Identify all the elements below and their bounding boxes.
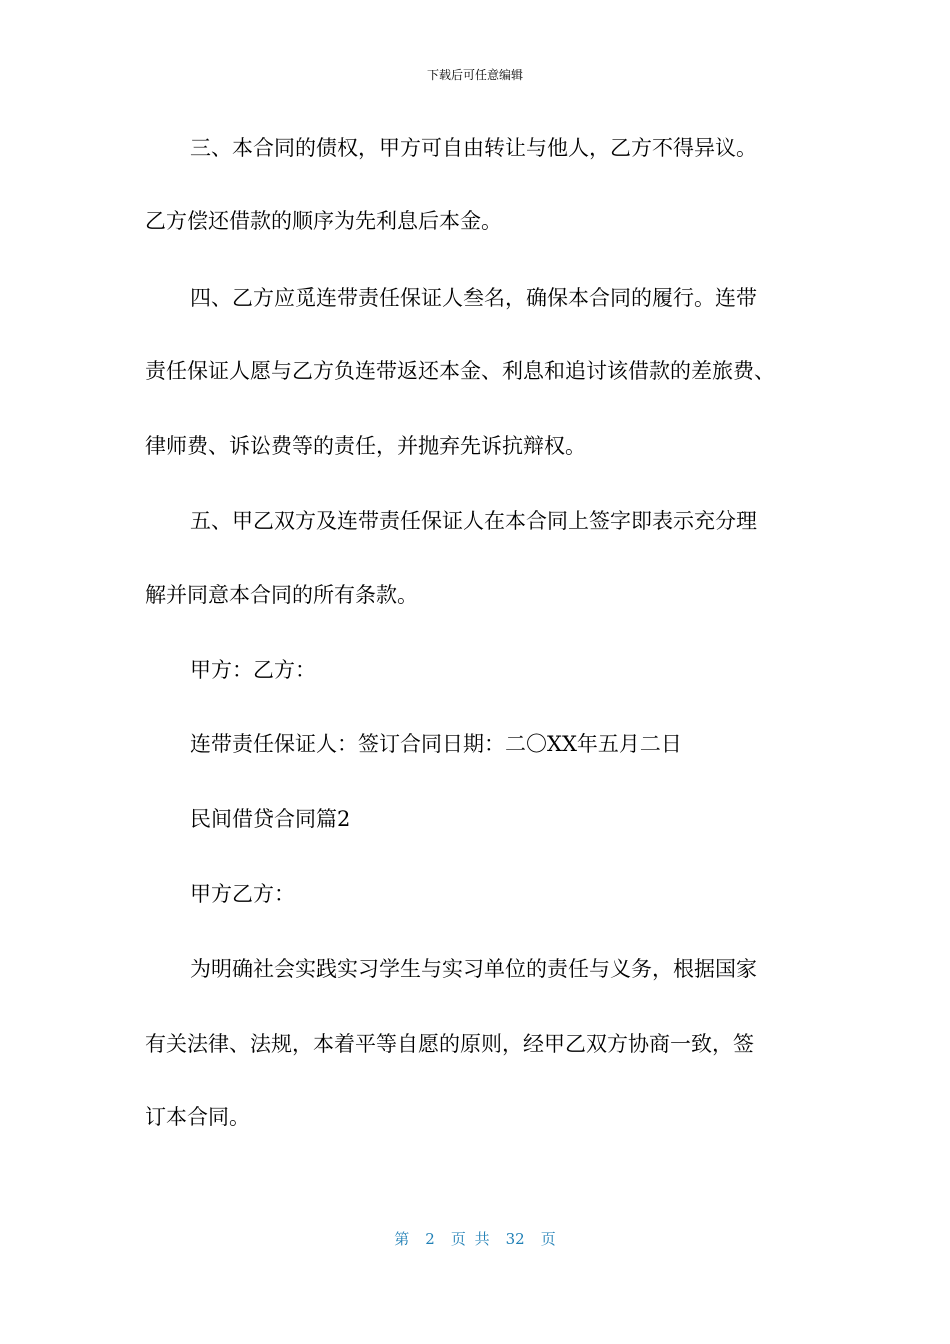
page-total: 32 — [505, 1230, 525, 1248]
paragraph-line: 订本合同。 — [145, 1105, 250, 1129]
paragraph-line: 甲方：乙方： — [190, 658, 316, 682]
paragraph-line: 乙方偿还借款的顺序为先利息后本金。 — [145, 209, 502, 233]
page-footer — [0, 1229, 950, 1249]
paragraph-line: 三、本合同的债权，甲方可自由转让与他人，乙方不得异议。 — [190, 136, 757, 160]
paragraph-line: 为明确社会实践实习学生与实习单位的责任与义务，根据国家 — [190, 957, 757, 981]
paragraph-line: 连带责任保证人：签订合同日期：二〇XX年五月二日 — [190, 732, 682, 756]
page-suffix: 页 — [540, 1230, 556, 1248]
paragraph-line: 解并同意本合同的所有条款。 — [145, 583, 418, 607]
paragraph-line: 甲方乙方： — [190, 882, 295, 906]
paragraph-line: 五、甲乙双方及连带责任保证人在本合同上签字即表示充分理 — [190, 509, 757, 533]
page-prefix: 第 — [394, 1230, 410, 1248]
section-title: 民间借贷合同篇2 — [190, 807, 351, 831]
paragraph-line: 四、乙方应觅连带责任保证人叁名，确保本合同的履行。连带 — [190, 286, 757, 310]
page-header: 下载后可任意编辑 — [426, 68, 523, 82]
paragraph-line: 律师费、诉讼费等的责任，并抛弃先诉抗辩权。 — [145, 434, 586, 458]
paragraph-line: 有关法律、法规，本着平等自愿的原则，经甲乙双方协商一致，签 — [145, 1032, 754, 1056]
page-current: 2 — [425, 1230, 435, 1248]
page-middle: 页 共 — [450, 1230, 490, 1248]
paragraph-line: 责任保证人愿与乙方负连带返还本金、利息和追讨该借款的差旅费、 — [145, 359, 775, 383]
